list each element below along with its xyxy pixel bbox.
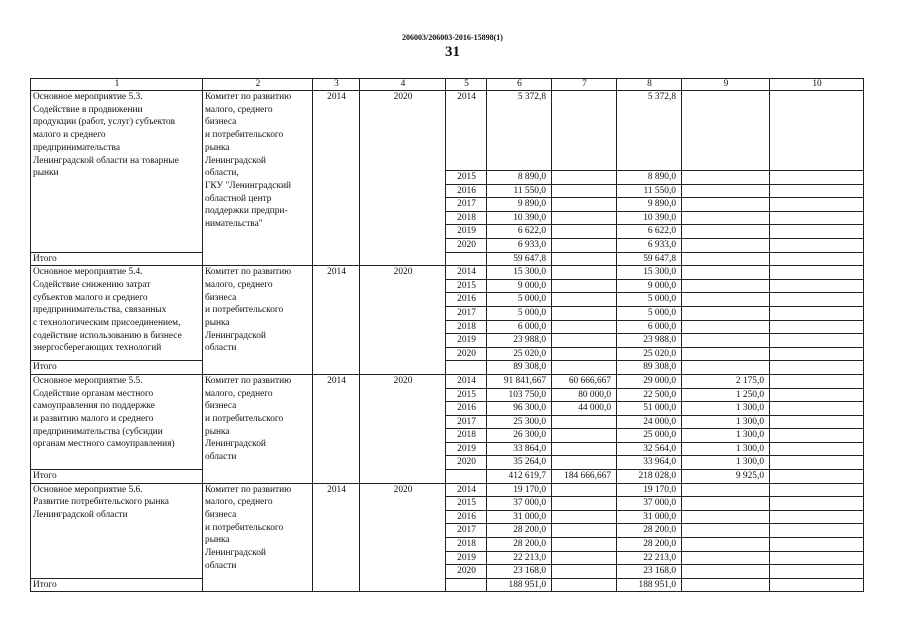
federal-funding-cell <box>552 456 617 470</box>
local-funding-cell <box>682 565 770 579</box>
federal-funding-cell <box>552 171 617 185</box>
other-funding-cell <box>770 225 864 239</box>
total-funding-cell: 9 000,0 <box>487 279 552 293</box>
text-line: с технологическим присоединением, <box>33 317 181 328</box>
regional-funding-cell: 25 020,0 <box>617 347 682 361</box>
total-funding-cell: 25 300,0 <box>487 415 552 429</box>
year-cell: 2020 <box>446 347 487 361</box>
total-funding-cell: 31 000,0 <box>487 510 552 524</box>
federal-funding-cell: 60 666,667 <box>552 374 617 388</box>
text-line: Основное мероприятие 5.5. <box>33 375 143 386</box>
year-cell: 2014 <box>446 91 487 171</box>
federal-funding-cell <box>552 211 617 225</box>
text-line: рынка <box>205 426 230 437</box>
regional-funding-cell: 51 000,0 <box>617 402 682 416</box>
other-funding-cell <box>770 306 864 320</box>
text-line: области <box>205 343 237 354</box>
total-label: Итого <box>31 470 203 484</box>
text-line: Ленинградской <box>205 330 266 341</box>
total-funding-cell: 26 300,0 <box>487 429 552 443</box>
regional-funding-cell: 22 500,0 <box>617 388 682 402</box>
regional-funding-cell: 59 647,8 <box>617 252 682 266</box>
event-name-cell <box>31 91 203 253</box>
column-number: 7 <box>552 79 617 91</box>
total-row <box>31 470 864 484</box>
regional-funding-cell: 29 000,0 <box>617 374 682 388</box>
other-funding-cell <box>770 524 864 538</box>
federal-funding-cell <box>552 238 617 252</box>
total-label: Итого <box>31 578 203 592</box>
other-funding-cell <box>770 429 864 443</box>
federal-funding-cell <box>552 497 617 511</box>
local-funding-cell: 9 925,0 <box>682 470 770 484</box>
text-line: бизнеса <box>205 510 237 521</box>
column-number: 9 <box>682 79 770 91</box>
regional-funding-cell: 9 890,0 <box>617 198 682 212</box>
text-line: поддержки предпри- <box>205 206 288 217</box>
year-cell <box>446 252 487 266</box>
total-funding-cell: 23 988,0 <box>487 334 552 348</box>
federal-funding-cell <box>552 279 617 293</box>
regional-funding-cell: 6 622,0 <box>617 225 682 239</box>
column-number: 2 <box>203 79 313 91</box>
column-number: 1 <box>31 79 203 91</box>
other-funding-cell <box>770 91 864 171</box>
total-row <box>31 252 864 266</box>
text-line: и потребительского <box>205 130 284 141</box>
text-line: Содействие в продвижении <box>33 104 143 115</box>
total-label: Итого <box>31 361 203 375</box>
text-line: Ленинградской <box>205 155 266 166</box>
year-cell: 2017 <box>446 198 487 212</box>
year-cell: 2016 <box>446 184 487 198</box>
text-line: субъектов малого и среднего <box>33 292 148 303</box>
federal-funding-cell: 80 000,0 <box>552 388 617 402</box>
table-row <box>31 91 864 171</box>
local-funding-cell <box>682 347 770 361</box>
table-body <box>31 91 864 592</box>
end-year-cell: 2020 <box>360 266 446 375</box>
text-line: области, <box>205 168 239 179</box>
other-funding-cell <box>770 374 864 388</box>
total-funding-cell: 6 000,0 <box>487 320 552 334</box>
other-funding-cell <box>770 565 864 579</box>
other-funding-cell <box>770 347 864 361</box>
other-funding-cell <box>770 470 864 484</box>
total-row <box>31 578 864 592</box>
text-line: и потребительского <box>205 305 284 316</box>
executor-cell <box>203 374 313 483</box>
total-funding-cell: 96 300,0 <box>487 402 552 416</box>
local-funding-cell <box>682 551 770 565</box>
other-funding-cell <box>770 415 864 429</box>
text-line: Развитие потребительского рынка <box>33 497 169 508</box>
local-funding-cell <box>682 538 770 552</box>
regional-funding-cell: 5 000,0 <box>617 306 682 320</box>
year-cell: 2017 <box>446 415 487 429</box>
text-line: Основное мероприятие 5.6. <box>33 484 143 495</box>
local-funding-cell <box>682 320 770 334</box>
other-funding-cell <box>770 388 864 402</box>
local-funding-cell <box>682 524 770 538</box>
text-line: рынка <box>205 142 230 153</box>
text-line: Комитет по развитию <box>205 92 292 102</box>
regional-funding-cell: 6 933,0 <box>617 238 682 252</box>
text-line: Комитет по развитию <box>205 375 292 386</box>
text-line: области <box>205 452 237 463</box>
local-funding-cell <box>682 266 770 280</box>
other-funding-cell <box>770 497 864 511</box>
total-funding-cell: 6 933,0 <box>487 238 552 252</box>
federal-funding-cell <box>552 252 617 266</box>
federal-funding-cell <box>552 91 617 171</box>
federal-funding-cell <box>552 361 617 375</box>
total-row <box>31 361 864 375</box>
total-funding-cell: 25 020,0 <box>487 347 552 361</box>
regional-funding-cell: 218 028,0 <box>617 470 682 484</box>
column-number: 4 <box>360 79 446 91</box>
federal-funding-cell <box>552 442 617 456</box>
year-cell: 2014 <box>446 374 487 388</box>
local-funding-cell: 1 300,0 <box>682 442 770 456</box>
text-line: Ленинградской области на товарные <box>33 155 179 166</box>
total-funding-cell: 9 890,0 <box>487 198 552 212</box>
local-funding-cell <box>682 497 770 511</box>
text-line: Комитет по развитию <box>205 484 292 495</box>
column-number: 8 <box>617 79 682 91</box>
local-funding-cell: 1 300,0 <box>682 402 770 416</box>
start-year-cell: 2014 <box>313 91 360 266</box>
regional-funding-cell: 5 000,0 <box>617 293 682 307</box>
regional-funding-cell: 6 000,0 <box>617 320 682 334</box>
text-line: области <box>205 560 237 571</box>
regional-funding-cell: 33 964,0 <box>617 456 682 470</box>
text-line: Ленинградской <box>205 548 266 559</box>
federal-funding-cell <box>552 429 617 443</box>
local-funding-cell <box>682 211 770 225</box>
executor-cell <box>203 91 313 266</box>
total-funding-cell: 19 170,0 <box>487 483 552 497</box>
regional-funding-cell: 15 300,0 <box>617 266 682 280</box>
event-name-cell <box>31 483 203 578</box>
federal-funding-cell <box>552 565 617 579</box>
text-line: содействие использованию в бизнесе <box>33 330 182 341</box>
column-number: 3 <box>313 79 360 91</box>
total-funding-cell: 5 000,0 <box>487 306 552 320</box>
text-line: продукции (работ, услуг) субъектов <box>33 117 176 128</box>
other-funding-cell <box>770 320 864 334</box>
federal-funding-cell <box>552 293 617 307</box>
year-cell: 2019 <box>446 442 487 456</box>
year-cell: 2017 <box>446 524 487 538</box>
federal-funding-cell <box>552 578 617 592</box>
local-funding-cell <box>682 279 770 293</box>
federal-funding-cell <box>552 306 617 320</box>
regional-funding-cell: 188 951,0 <box>617 578 682 592</box>
text-line: малого, среднего <box>205 388 273 399</box>
text-line: предпринимательства <box>33 142 120 153</box>
text-line: рынка <box>205 317 230 328</box>
start-year-cell: 2014 <box>313 266 360 375</box>
text-line: рынки <box>33 168 59 179</box>
start-year-cell: 2014 <box>313 483 360 592</box>
total-funding-cell: 15 300,0 <box>487 266 552 280</box>
text-line: Ленинградской <box>205 439 266 450</box>
local-funding-cell: 1 300,0 <box>682 429 770 443</box>
other-funding-cell <box>770 361 864 375</box>
other-funding-cell <box>770 402 864 416</box>
text-line: и потребительского <box>205 414 284 425</box>
federal-funding-cell <box>552 225 617 239</box>
column-number: 6 <box>487 79 552 91</box>
regional-funding-cell: 11 550,0 <box>617 184 682 198</box>
federal-funding-cell <box>552 347 617 361</box>
other-funding-cell <box>770 456 864 470</box>
year-cell: 2019 <box>446 551 487 565</box>
local-funding-cell <box>682 306 770 320</box>
year-cell: 2018 <box>446 320 487 334</box>
text-line: и развитию малого и среднего <box>33 414 154 425</box>
total-funding-cell: 5 000,0 <box>487 293 552 307</box>
regional-funding-cell: 32 564,0 <box>617 442 682 456</box>
other-funding-cell <box>770 184 864 198</box>
text-line: ГКУ "Ленинградский <box>205 180 292 191</box>
text-line: и потребительского <box>205 522 284 533</box>
federal-funding-cell: 184 666,667 <box>552 470 617 484</box>
executor-cell <box>203 483 313 592</box>
document-id: 206003/206003-2016-15898(1) <box>402 33 503 42</box>
year-cell: 2020 <box>446 238 487 252</box>
total-funding-cell: 22 213,0 <box>487 551 552 565</box>
year-cell: 2020 <box>446 456 487 470</box>
local-funding-cell <box>682 483 770 497</box>
regional-funding-cell: 31 000,0 <box>617 510 682 524</box>
other-funding-cell <box>770 238 864 252</box>
regional-funding-cell: 28 200,0 <box>617 538 682 552</box>
year-cell: 2017 <box>446 306 487 320</box>
text-line: Комитет по развитию <box>205 267 292 278</box>
text-line: предпринимательства (субсидии <box>33 426 163 437</box>
text-line: малого, среднего <box>205 279 273 290</box>
other-funding-cell <box>770 211 864 225</box>
text-line: предпринимательства, связанных <box>33 305 167 316</box>
year-cell: 2019 <box>446 225 487 239</box>
year-cell: 2015 <box>446 497 487 511</box>
other-funding-cell <box>770 538 864 552</box>
federal-funding-cell <box>552 266 617 280</box>
regional-funding-cell: 37 000,0 <box>617 497 682 511</box>
regional-funding-cell: 25 000,0 <box>617 429 682 443</box>
regional-funding-cell: 23 988,0 <box>617 334 682 348</box>
text-line: бизнеса <box>205 117 237 128</box>
text-line: малого, среднего <box>205 104 273 115</box>
federal-funding-cell <box>552 510 617 524</box>
end-year-cell: 2020 <box>360 374 446 483</box>
text-line: органам местного самоуправления) <box>33 439 175 450</box>
federal-funding-cell <box>552 524 617 538</box>
text-line: нимательства" <box>205 219 263 230</box>
local-funding-cell <box>682 578 770 592</box>
table-row <box>31 374 864 388</box>
federal-funding-cell <box>552 198 617 212</box>
total-funding-cell: 33 864,0 <box>487 442 552 456</box>
table-row <box>31 266 864 280</box>
executor-cell <box>203 266 313 375</box>
total-funding-cell: 5 372,8 <box>487 91 552 171</box>
table-row <box>31 483 864 497</box>
total-funding-cell: 6 622,0 <box>487 225 552 239</box>
year-cell: 2014 <box>446 266 487 280</box>
text-line: Основное мероприятие 5.4. <box>33 267 143 278</box>
text-line: энергосберегающих технологий <box>33 343 162 354</box>
text-line: самоуправления по поддержке <box>33 401 155 412</box>
local-funding-cell <box>682 361 770 375</box>
text-line: малого, среднего <box>205 497 273 508</box>
total-funding-cell: 89 308,0 <box>487 361 552 375</box>
year-cell: 2014 <box>446 483 487 497</box>
regional-funding-cell: 8 890,0 <box>617 171 682 185</box>
total-funding-cell: 188 951,0 <box>487 578 552 592</box>
local-funding-cell <box>682 252 770 266</box>
federal-funding-cell <box>552 483 617 497</box>
other-funding-cell <box>770 198 864 212</box>
local-funding-cell <box>682 171 770 185</box>
regional-funding-cell: 9 000,0 <box>617 279 682 293</box>
local-funding-cell <box>682 238 770 252</box>
text-line: областной центр <box>205 193 272 204</box>
text-line: Основное мероприятие 5.3. <box>33 92 143 102</box>
text-line: Содействие органам местного <box>33 388 154 399</box>
year-cell: 2019 <box>446 334 487 348</box>
total-funding-cell: 91 841,667 <box>487 374 552 388</box>
total-funding-cell: 11 550,0 <box>487 184 552 198</box>
local-funding-cell <box>682 293 770 307</box>
text-line: бизнеса <box>205 292 237 303</box>
other-funding-cell <box>770 334 864 348</box>
federal-funding-cell <box>552 538 617 552</box>
local-funding-cell <box>682 184 770 198</box>
total-funding-cell: 8 890,0 <box>487 171 552 185</box>
total-funding-cell: 23 168,0 <box>487 565 552 579</box>
regional-funding-cell: 5 372,8 <box>617 91 682 171</box>
year-cell <box>446 470 487 484</box>
year-cell: 2016 <box>446 402 487 416</box>
year-cell: 2015 <box>446 171 487 185</box>
local-funding-cell: 2 175,0 <box>682 374 770 388</box>
regional-funding-cell: 23 168,0 <box>617 565 682 579</box>
text-line: рынка <box>205 535 230 546</box>
total-funding-cell: 37 000,0 <box>487 497 552 511</box>
column-number-row <box>31 79 864 91</box>
other-funding-cell <box>770 510 864 524</box>
federal-funding-cell <box>552 320 617 334</box>
local-funding-cell: 1 250,0 <box>682 388 770 402</box>
text-line: малого и среднего <box>33 130 106 141</box>
other-funding-cell <box>770 578 864 592</box>
regional-funding-cell: 10 390,0 <box>617 211 682 225</box>
end-year-cell: 2020 <box>360 483 446 592</box>
total-funding-cell: 412 619,7 <box>487 470 552 484</box>
year-cell: 2016 <box>446 293 487 307</box>
other-funding-cell <box>770 266 864 280</box>
other-funding-cell <box>770 551 864 565</box>
regional-funding-cell: 89 308,0 <box>617 361 682 375</box>
start-year-cell: 2014 <box>313 374 360 483</box>
local-funding-cell: 1 300,0 <box>682 456 770 470</box>
total-funding-cell: 28 200,0 <box>487 538 552 552</box>
program-table <box>30 78 864 592</box>
local-funding-cell <box>682 225 770 239</box>
text-line: бизнеса <box>205 401 237 412</box>
total-funding-cell: 59 647,8 <box>487 252 552 266</box>
end-year-cell: 2020 <box>360 91 446 266</box>
other-funding-cell <box>770 171 864 185</box>
federal-funding-cell <box>552 184 617 198</box>
year-cell <box>446 578 487 592</box>
federal-funding-cell <box>552 551 617 565</box>
year-cell: 2018 <box>446 538 487 552</box>
column-number: 5 <box>446 79 487 91</box>
event-name-cell <box>31 266 203 361</box>
year-cell: 2016 <box>446 510 487 524</box>
other-funding-cell <box>770 293 864 307</box>
total-label: Итого <box>31 252 203 266</box>
total-funding-cell: 35 264,0 <box>487 456 552 470</box>
total-funding-cell: 28 200,0 <box>487 524 552 538</box>
regional-funding-cell: 24 000,0 <box>617 415 682 429</box>
event-name-cell <box>31 374 203 469</box>
other-funding-cell <box>770 252 864 266</box>
year-cell: 2015 <box>446 388 487 402</box>
text-line: Ленинградской области <box>33 510 128 521</box>
other-funding-cell <box>770 483 864 497</box>
federal-funding-cell <box>552 415 617 429</box>
year-cell: 2015 <box>446 279 487 293</box>
year-cell: 2020 <box>446 565 487 579</box>
other-funding-cell <box>770 279 864 293</box>
text-line: Содействие снижению затрат <box>33 279 151 290</box>
federal-funding-cell: 44 000,0 <box>552 402 617 416</box>
total-funding-cell: 10 390,0 <box>487 211 552 225</box>
year-cell: 2018 <box>446 429 487 443</box>
local-funding-cell <box>682 91 770 171</box>
year-cell: 2018 <box>446 211 487 225</box>
regional-funding-cell: 28 200,0 <box>617 524 682 538</box>
local-funding-cell <box>682 198 770 212</box>
federal-funding-cell <box>552 334 617 348</box>
regional-funding-cell: 22 213,0 <box>617 551 682 565</box>
year-cell <box>446 361 487 375</box>
local-funding-cell <box>682 510 770 524</box>
page-number: 31 <box>445 44 460 60</box>
local-funding-cell: 1 300,0 <box>682 415 770 429</box>
regional-funding-cell: 19 170,0 <box>617 483 682 497</box>
local-funding-cell <box>682 334 770 348</box>
total-funding-cell: 103 750,0 <box>487 388 552 402</box>
column-number: 10 <box>770 79 864 91</box>
other-funding-cell <box>770 442 864 456</box>
